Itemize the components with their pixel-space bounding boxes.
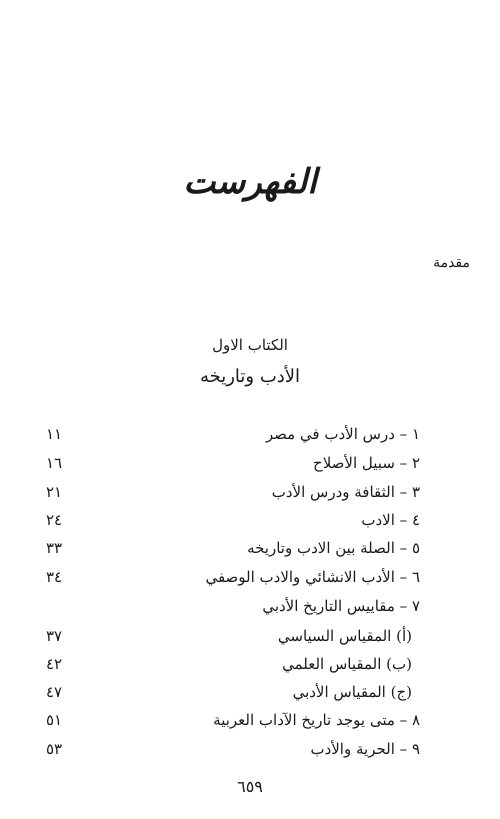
toc-entry-label: ٧ – مقاييس التاريخ الأدبي [262, 597, 420, 615]
page-number: ٦٥٩ [237, 777, 263, 796]
toc-entry-label: ٤ – الادب [361, 511, 420, 529]
book-label: الكتاب الاول [212, 336, 288, 354]
toc-entry-label: (ب) المقياس العلمي [282, 655, 412, 673]
toc-entry-page: ١٦ [46, 454, 63, 472]
toc-entry-label: ٢ – سبيل الأصلاح [313, 454, 420, 472]
toc-entry-page: ٢٤ [46, 511, 63, 529]
toc-entry-label: (أ) المقياس السياسي [277, 627, 412, 645]
toc-entry-label: (ج) المقياس الأدبي [292, 683, 412, 701]
toc-entry-page: ٢١ [46, 483, 63, 501]
toc-entry-page: ٥٣ [46, 740, 63, 758]
toc-entry-label: ٣ – الثقافة ودرس الأدب [271, 483, 420, 501]
toc-entry-label: ٩ – الحرية والأدب [310, 740, 420, 758]
toc-entry-page: ١١ [46, 425, 63, 443]
toc-entry-page: ٣٣ [46, 539, 63, 557]
toc-entry-label: ١ – درس الأدب في مصر [265, 425, 420, 443]
toc-entry-label: ٨ – متى يوجد تاريخ الآداب العربية [213, 711, 420, 729]
book-title: الأدب وتاريخه [199, 366, 301, 387]
toc-entry-label: ٥ – الصلة بين الادب وتاريخه [247, 539, 420, 557]
toc-entry-page: ٤٢ [46, 655, 63, 673]
toc-entry-page: ٣٧ [46, 627, 63, 645]
toc-entry-label: ٦ – الأدب الانشائي والادب الوصفي [205, 568, 420, 586]
toc-entry-page: ٣٤ [46, 568, 63, 586]
page-title: الفهرست [183, 162, 317, 202]
toc-entry-page: ٤٧ [46, 683, 63, 701]
intro-label: مقدمة [433, 255, 470, 271]
toc-entry-page: ٥١ [46, 711, 63, 729]
